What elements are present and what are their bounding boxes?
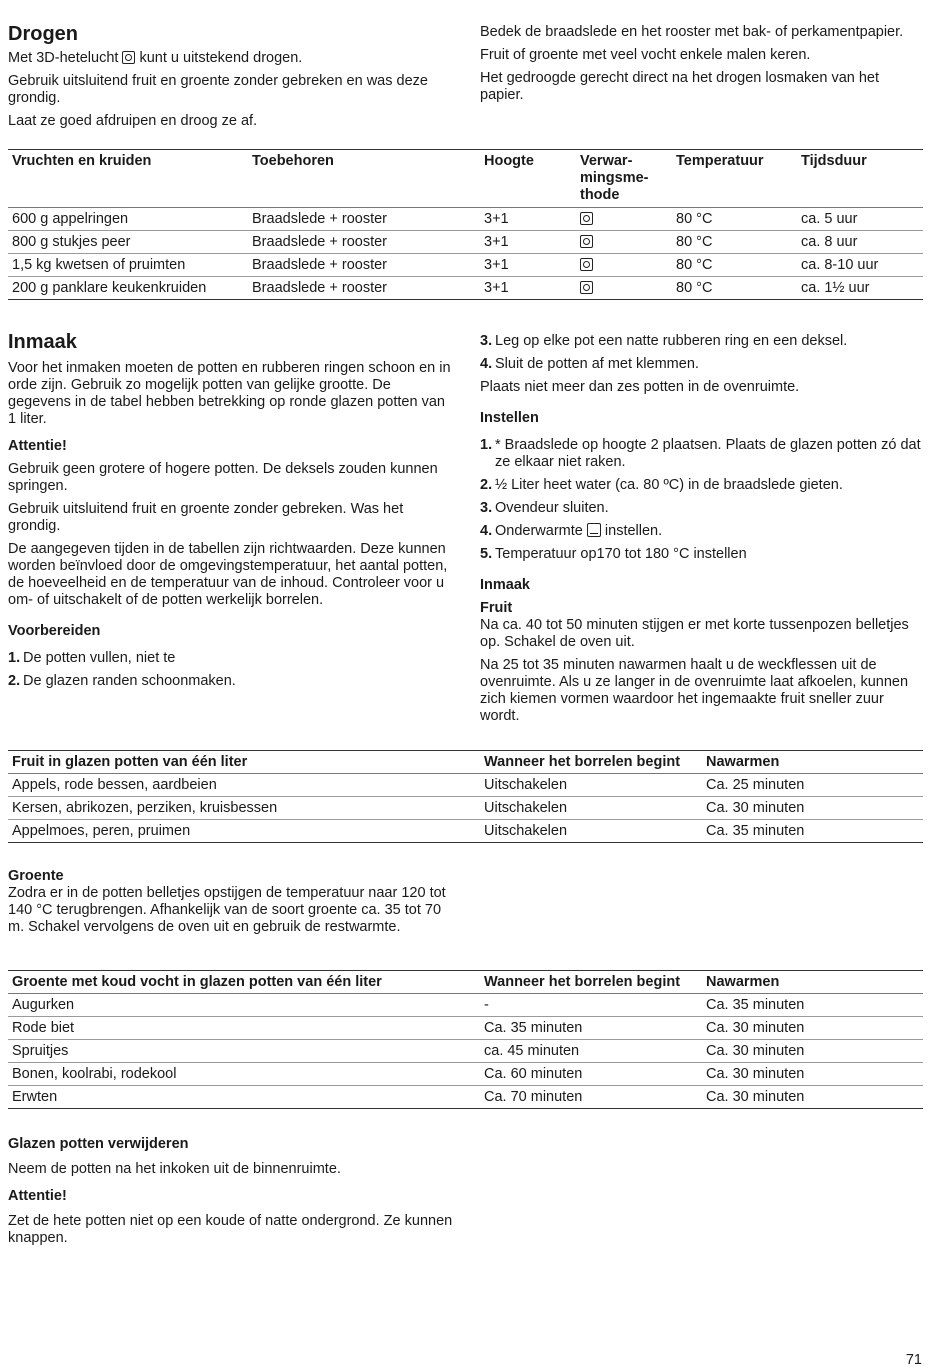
fruit-heading: Fruit bbox=[480, 600, 513, 616]
list-item bbox=[480, 523, 925, 540]
cell: ca. 5 uur bbox=[801, 211, 858, 227]
th-tijdsduur: Tijdsduur bbox=[801, 153, 867, 169]
cell: Kersen, abrikozen, perziken, kruisbessen bbox=[12, 800, 278, 816]
3d-hot-air-icon bbox=[580, 281, 593, 294]
drogen-title: Drogen bbox=[8, 23, 78, 45]
cell: 3+1 bbox=[484, 211, 509, 227]
th-borrelen: Wanneer het borrelen begint bbox=[484, 974, 681, 990]
step4-pre: Onderwarmte bbox=[495, 523, 583, 539]
step-text: Leg op elke pot een natte rubberen ring en een deksel. bbox=[495, 333, 848, 349]
instellen-steps bbox=[480, 437, 925, 563]
cell: Appels, rode bessen, aardbeien bbox=[12, 777, 217, 793]
cell: 200 g panklare keukenkruiden bbox=[12, 280, 207, 296]
table-row bbox=[8, 208, 923, 231]
table-row bbox=[8, 820, 923, 843]
step-number: 3. bbox=[480, 333, 493, 349]
cell: 800 g stukjes peer bbox=[12, 234, 131, 250]
step-text: De potten vullen, niet te bbox=[23, 650, 176, 666]
table-row bbox=[8, 1063, 923, 1086]
cell: 3+1 bbox=[484, 257, 509, 273]
drogen-p3: Laat ze goed afdruipen en droog ze af. bbox=[8, 113, 258, 129]
drogen-left bbox=[8, 22, 453, 136]
groente-heading: Groente bbox=[8, 868, 64, 884]
cell: ca. 8-10 uur bbox=[801, 257, 879, 273]
step-text bbox=[495, 523, 662, 540]
th-fruit: Fruit in glazen potten van één liter bbox=[12, 754, 248, 770]
th-toebehoren: Toebehoren bbox=[252, 153, 334, 169]
page-number: 71 bbox=[905, 1352, 922, 1368]
list-item bbox=[8, 650, 453, 667]
cell-method bbox=[576, 254, 672, 277]
cell: Spruitjes bbox=[12, 1043, 69, 1059]
list-item bbox=[480, 333, 925, 350]
cell-method bbox=[576, 231, 672, 254]
cell: Bonen, koolrabi, rodekool bbox=[12, 1066, 177, 1082]
cell: Erwten bbox=[12, 1089, 58, 1105]
cell: Braadslede + rooster bbox=[252, 234, 388, 250]
cell: Appelmoes, peren, pruimen bbox=[12, 823, 191, 839]
bottom-heat-icon bbox=[587, 523, 601, 537]
drying-table-header bbox=[8, 150, 923, 208]
cell: ca. 8 uur bbox=[801, 234, 858, 250]
step-number: 5. bbox=[480, 546, 493, 562]
step-text: Sluit de potten af met klemmen. bbox=[495, 356, 699, 372]
cell: Ca. 30 minuten bbox=[706, 800, 805, 816]
cell: 3+1 bbox=[484, 234, 509, 250]
table-row bbox=[8, 231, 923, 254]
3d-hot-air-icon bbox=[580, 258, 593, 271]
prep-steps-left bbox=[8, 650, 453, 690]
step-text: * Braadslede op hoogte 2 plaatsen. Plaats de glazen potten zó dat ze elkaar niet raken. bbox=[495, 437, 921, 470]
list-item bbox=[480, 546, 925, 563]
list-item bbox=[480, 500, 925, 517]
th-borrelen: Wanneer het borrelen begint bbox=[484, 754, 681, 770]
verwijderen-p2: Zet de hete potten niet op een koude of natte ondergrond. Ze kunnen knappen. bbox=[8, 1213, 453, 1246]
step-text: ½ Liter heet water (ca. 80 ºC) in de braadslede gieten. bbox=[495, 477, 843, 493]
groente-p: Zodra er in de potten belletjes opstijgen de temperatuur naar 120 tot 140 °C terugbrengen. Afhankelijk van de soort groente ca. 35 tot 70 m. Schakel vervolgens de oven uit en gebruik de restwarmte. bbox=[8, 885, 446, 935]
cell: Braadslede + rooster bbox=[252, 280, 388, 296]
th-hoogte: Hoogte bbox=[484, 153, 534, 169]
inmaak-title: Inmaak bbox=[8, 331, 77, 353]
verwijderen-p1: Neem de potten na het inkoken uit de binnenruimte. bbox=[8, 1161, 341, 1177]
cell: Ca. 70 minuten bbox=[484, 1089, 583, 1105]
inmaak-p3: Gebruik uitsluitend fruit en groente zonder gebreken. Was het grondig. bbox=[8, 501, 404, 534]
cell-method bbox=[576, 208, 672, 231]
cell: - bbox=[484, 997, 489, 1013]
cell: Uitschakelen bbox=[484, 800, 568, 816]
cell: ca. 1½ uur bbox=[801, 280, 870, 296]
3d-hot-air-icon bbox=[122, 51, 135, 64]
cell: Augurken bbox=[12, 997, 75, 1013]
cell: Ca. 35 minuten bbox=[706, 997, 805, 1013]
prep-steps-right bbox=[480, 333, 925, 373]
list-item bbox=[8, 673, 453, 690]
cell: Ca. 30 minuten bbox=[706, 1043, 805, 1059]
cell: Uitschakelen bbox=[484, 777, 568, 793]
inmaak-subheading: Inmaak bbox=[480, 577, 530, 593]
max-potten: Plaats niet meer dan zes potten in de ovenruimte. bbox=[480, 379, 800, 395]
th-groente: Groente met koud vocht in glazen potten van één liter bbox=[12, 974, 382, 990]
groente-table bbox=[8, 970, 923, 1109]
step-number: 2. bbox=[8, 673, 21, 689]
list-item bbox=[480, 477, 925, 494]
attentie-heading-2: Attentie! bbox=[8, 1188, 67, 1204]
drogen-intro-post: kunt u uitstekend drogen. bbox=[139, 50, 303, 66]
fruit-table bbox=[8, 750, 923, 843]
drogen-p2: Gebruik uitsluitend fruit en groente zonder gebreken en was deze grondig. bbox=[8, 73, 428, 106]
voorbereiden-heading: Voorbereiden bbox=[8, 623, 101, 639]
cell: Uitschakelen bbox=[484, 823, 568, 839]
step-number: 4. bbox=[480, 523, 493, 539]
cell: 600 g appelringen bbox=[12, 211, 129, 227]
cell: ca. 45 minuten bbox=[484, 1043, 580, 1059]
cell: Ca. 30 minuten bbox=[706, 1089, 805, 1105]
fruit-p2: Na 25 tot 35 minuten nawarmen haalt u de weckflessen uit de ovenruimte. Als u ze langer in de ovenruimte laat afkoelen, kunnen zich kiemen vormen waardoor het ingemaakte fruit sneller zuur wordt. bbox=[480, 657, 909, 724]
cell: Braadslede + rooster bbox=[252, 257, 388, 273]
cell: 80 °C bbox=[676, 211, 713, 227]
fruit-table-header bbox=[8, 751, 923, 774]
cell: Braadslede + rooster bbox=[252, 211, 388, 227]
groente-section bbox=[8, 868, 453, 942]
cell: Ca. 25 minuten bbox=[706, 777, 805, 793]
th-methode: Verwar- mingsme- thode bbox=[580, 153, 649, 203]
step-number: 4. bbox=[480, 356, 493, 372]
step-text: Ovendeur sluiten. bbox=[495, 500, 609, 516]
fruit-p1: Na ca. 40 tot 50 minuten stijgen er met korte tussenpozen belletjes op. Schakel de oven uit. bbox=[480, 617, 909, 650]
table-row bbox=[8, 994, 923, 1017]
3d-hot-air-icon bbox=[580, 235, 593, 248]
cell: Rode biet bbox=[12, 1020, 75, 1036]
verwijderen-heading: Glazen potten verwijderen bbox=[8, 1136, 189, 1152]
th-nawarmen: Nawarmen bbox=[706, 974, 780, 990]
table-row bbox=[8, 254, 923, 277]
cell: Ca. 35 minuten bbox=[484, 1020, 583, 1036]
drogen-intro bbox=[8, 50, 453, 67]
cell: 80 °C bbox=[676, 280, 713, 296]
attentie-heading: Attentie! bbox=[8, 438, 67, 454]
drogen-r1: Bedek de braadslede en het rooster met bak- of perkamentpapier. bbox=[480, 24, 904, 40]
inmaak-p2: Gebruik geen grotere of hogere potten. De deksels zouden kunnen springen. bbox=[8, 461, 438, 494]
step-text: De glazen randen schoonmaken. bbox=[23, 673, 236, 689]
cell: 80 °C bbox=[676, 257, 713, 273]
drogen-right bbox=[480, 24, 925, 110]
step4-post: instellen. bbox=[604, 523, 663, 539]
drying-table bbox=[8, 149, 923, 300]
groente-table-header bbox=[8, 971, 923, 994]
step-text: Temperatuur op170 tot 180 °C instellen bbox=[495, 546, 747, 562]
table-row bbox=[8, 1017, 923, 1040]
instellen-heading: Instellen bbox=[480, 410, 539, 426]
table-row bbox=[8, 1086, 923, 1109]
inmaak-left bbox=[8, 330, 453, 696]
cell: Ca. 60 minuten bbox=[484, 1066, 583, 1082]
inmaak-right bbox=[480, 333, 925, 731]
th-temperatuur: Temperatuur bbox=[676, 153, 764, 169]
th-nawarmen: Nawarmen bbox=[706, 754, 780, 770]
cell: 1,5 kg kwetsen of pruimten bbox=[12, 257, 186, 273]
inmaak-p1: Voor het inmaken moeten de potten en rubberen ringen schoon en in orde zijn. Gebruik zo mogelijk potten van gelijke grootte. De gegevens in de tabel hebben betrekking op ronde glazen potten van 1 liter. bbox=[8, 360, 451, 427]
table-row bbox=[8, 797, 923, 820]
cell: 3+1 bbox=[484, 280, 509, 296]
drogen-r3: Het gedroogde gerecht direct na het drogen losmaken van het papier. bbox=[480, 70, 880, 103]
table-row bbox=[8, 774, 923, 797]
th-vruchten: Vruchten en kruiden bbox=[12, 153, 152, 169]
step-number: 1. bbox=[8, 650, 21, 666]
table-row bbox=[8, 277, 923, 300]
step-number: 3. bbox=[480, 500, 493, 516]
3d-hot-air-icon bbox=[580, 212, 593, 225]
cell: 80 °C bbox=[676, 234, 713, 250]
step-number: 2. bbox=[480, 477, 493, 493]
drogen-intro-pre: Met 3D-hetelucht bbox=[8, 50, 119, 66]
list-item bbox=[480, 356, 925, 373]
drogen-r2: Fruit of groente met veel vocht enkele malen keren. bbox=[480, 47, 811, 63]
cell: Ca. 30 minuten bbox=[706, 1066, 805, 1082]
table-row bbox=[8, 1040, 923, 1063]
list-item bbox=[480, 437, 925, 471]
verwijderen-section bbox=[8, 1136, 453, 1253]
cell: Ca. 30 minuten bbox=[706, 1020, 805, 1036]
cell: Ca. 35 minuten bbox=[706, 823, 805, 839]
step-number: 1. bbox=[480, 437, 493, 453]
cell-method bbox=[576, 277, 672, 300]
inmaak-p4: De aangegeven tijden in de tabellen zijn richtwaarden. Deze kunnen worden beïnvloed door de omgevingstemperatuur, het aantal potten, de hoeveelheid en de temperatuur van de inhoud. Controleer voor u om- of uitschakelt of de potten werkelijk borrelen. bbox=[8, 541, 448, 608]
